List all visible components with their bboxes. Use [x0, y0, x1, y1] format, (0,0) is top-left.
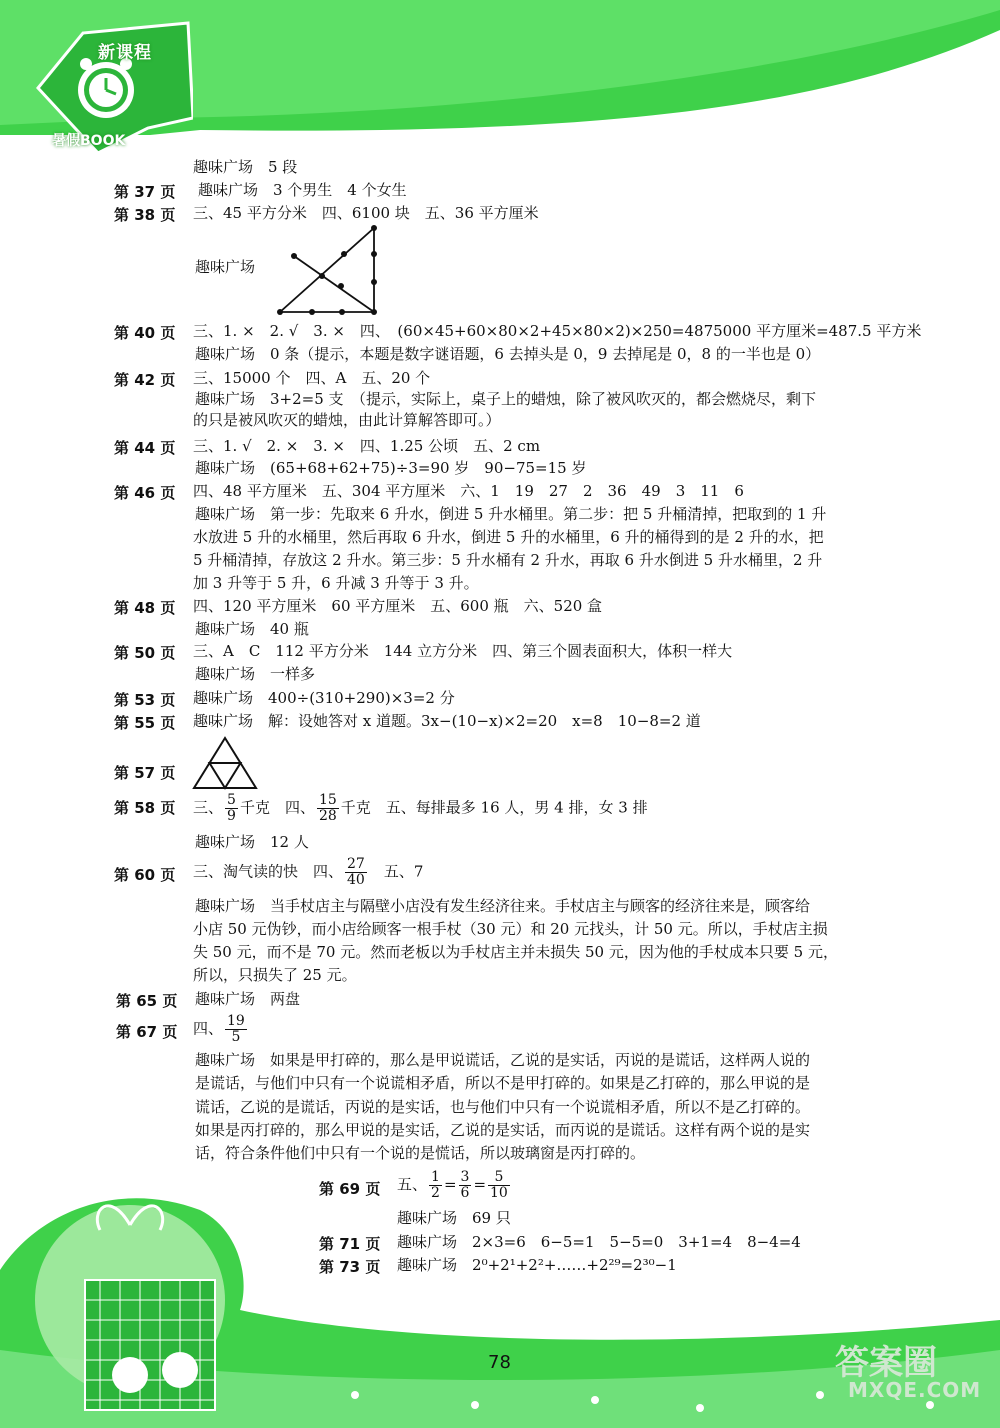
p73-formula: 2⁰+2¹+2²+……+2²⁹=2³⁰−1 [472, 1256, 677, 1274]
answer-text: 所以，只损失了 25 元。 [193, 966, 357, 984]
triangle-division-diagram [192, 736, 258, 790]
numerator: 3 [460, 1169, 470, 1185]
answer-text: 趣味广场 400÷(310+290)×3=2 分 [193, 689, 455, 707]
p60-answer [193, 857, 423, 888]
watermark-url: MXQE.COM [848, 1378, 982, 1402]
page-ref-label: 第 57 页 [114, 764, 176, 782]
answer-text: 趣味广场 一样多 [195, 665, 316, 683]
page-ref-label: 第 37 页 [114, 183, 176, 201]
denominator: 6 [460, 1185, 470, 1201]
p67-prefix: 四、 [193, 1019, 224, 1038]
answer-text: 三、1. × 2. √ 3. × 四、 (60×45+60×80×2+45×80×2)×250=4875000 平方厘米=487.5 平方米 [193, 322, 922, 340]
p58-prefix: 三、 [193, 798, 224, 817]
fraction [225, 793, 238, 824]
answer-text: 趣味广场 解：设她答对 x 道题。3x−(10−x)×2=20 x=8 10−8=2 道 [193, 712, 701, 730]
p58-answer [193, 793, 648, 824]
page-ref-label: 第 48 页 [114, 599, 176, 617]
denominator: 9 [227, 808, 236, 824]
page-ref-label: 第 58 页 [114, 799, 176, 817]
answer-text: 趣味广场 5 段 [193, 158, 298, 176]
answer-text: 三、1. √ 2. × 3. × 四、1.25 公顷 五、2 cm [193, 437, 541, 455]
page-ref-label: 第 67 页 [116, 1023, 178, 1041]
equals-sign: = [443, 1175, 457, 1194]
answer-text: 四、48 平方厘米 五、304 平方厘米 六、1 19 27 2 36 49 3 11 6 [193, 482, 744, 500]
watermark-logo: 答案圈 [835, 1343, 937, 1383]
answer-text: 趣味广场 (65+68+62+75)÷3=90 岁 90−75=15 岁 [195, 459, 587, 477]
page-ref-label: 第 53 页 [114, 691, 176, 709]
answer-text: 趣味广场 第一步：先取来 6 升水，倒进 5 升水桶里。第二步：把 5 升桶清掉，把取到的 1 升 [195, 505, 827, 523]
page-ref-label: 第 69 页 [319, 1180, 381, 1198]
page-ref-label: 第 50 页 [114, 644, 176, 662]
answer-text: 是谎话，与他们中只有一个说谎相矛盾，所以不是甲打碎的。如果是乙打碎的，那么甲说的是 [195, 1074, 811, 1092]
page-ref-label: 第 46 页 [114, 484, 176, 502]
denominator: 28 [318, 808, 337, 824]
page-ref-label: 第 73 页 [319, 1258, 381, 1276]
page-number: 78 [488, 1352, 511, 1373]
answer-text: 趣味广场 0 条（提示，本题是数字谜语题，6 去掉头是 0，9 去掉尾是 0，8 的一半也是 0） [195, 345, 821, 363]
answer-text: 趣味广场 3 个男生 4 个女生 [198, 181, 407, 199]
fraction [317, 793, 339, 824]
numerator: 27 [347, 856, 365, 872]
answer-text: 话，符合条件他们中只有一个说的是慌话，所以玻璃窗是丙打碎的。 [195, 1144, 646, 1162]
page-ref-label: 第 71 页 [319, 1235, 381, 1253]
denominator: 40 [347, 872, 365, 888]
p60-suffix: 五、7 [368, 862, 424, 881]
answer-text: 三、45 平方分米 四、6100 块 五、36 平方厘米 [193, 204, 539, 222]
numerator: 5 [227, 792, 236, 808]
p69-prefix: 五、 [397, 1175, 428, 1194]
page-ref-label: 第 65 页 [116, 992, 178, 1010]
numerator: 15 [318, 792, 337, 808]
answer-text: 如果是丙打碎的，那么甲说的是实话，乙说的是实话，而丙说的是谎话。这样有两个说的是实 [195, 1121, 811, 1139]
answer-text: 加 3 升等于 5 升，6 升减 3 升等于 3 升。 [193, 574, 479, 592]
answer-text: 趣味广场 3+2=5 支 （提示，实际上，桌子上的蜡烛，除了被风吹灭的，都会燃烧尽，剩下 [195, 390, 817, 408]
answer-text: 趣味广场 两盘 [195, 990, 301, 1008]
p73-label: 趣味广场 [397, 1256, 458, 1274]
answer-text: 失 50 元，而不是 70 元。然而老板以为手杖店主并未损失 50 元，因为他的手杖成本只要 5 元， [193, 943, 838, 961]
brand-logo-text: 暑假BOOK [52, 133, 126, 149]
answer-text: 三、15000 个 四、A 五、20 个 [193, 369, 431, 387]
p58-mid: 千克 四、 [239, 798, 315, 817]
denominator: 10 [490, 1185, 508, 1201]
answer-text: 趣味广场 40 瓶 [195, 620, 309, 638]
answer-text: 四、120 平方厘米 60 平方厘米 五、600 瓶 六、520 盒 [193, 597, 603, 615]
page-ref-label: 第 38 页 [114, 206, 176, 224]
answer-text: 小店 50 元伪钞，而小店给顾客一根手杖（30 元）和 20 元找头，计 50 元。所以，手杖店主损 [193, 920, 828, 938]
denominator: 2 [431, 1185, 440, 1201]
page-ref-label: 第 42 页 [114, 371, 176, 389]
p58-suffix: 千克 五、每排最多 16 人，男 4 排，女 3 排 [340, 798, 648, 817]
answer-text: 趣味广场 如果是甲打碎的，那么是甲说谎话，乙说的是实话，丙说的是谎话，这样两人说的 [195, 1051, 811, 1069]
numerator: 19 [227, 1013, 245, 1029]
p67-answer [193, 1014, 249, 1045]
answer-text: 趣味广场 2×3=6 6−5=1 5−5=0 3+1=4 8−4=4 [397, 1233, 801, 1251]
series-logo-text: 新课程 [98, 43, 152, 63]
dot-triangle-diagram [272, 224, 382, 316]
answer-text: 5 升桶清掉，存放这 2 升水。第三步：5 升水桶有 2 升水，再取 6 升水倒进 5 升水桶里，2 升 [193, 551, 823, 569]
numerator: 1 [431, 1169, 440, 1185]
answer-text: 谎话，乙说的是谎话，丙说的是实话，也与他们中只有一个说谎相矛盾，所以不是乙打碎的。 [195, 1098, 811, 1116]
fraction [225, 1014, 247, 1045]
page-ref-label: 第 44 页 [114, 439, 176, 457]
answer-text: 趣味广场 12 人 [195, 833, 309, 851]
page-ref-label: 第 40 页 [114, 324, 176, 342]
page-ref-label: 第 55 页 [114, 714, 176, 732]
answer-text: 趣味广场 当手杖店主与隔壁小店没有发生经济往来。手杖店主与顾客的经济往来是，顾客给 [195, 897, 811, 915]
fraction [345, 857, 367, 888]
answer-text: 趣味广场 [195, 258, 256, 276]
answer-text: 趣味广场 69 只 [397, 1209, 511, 1227]
page-ref-label: 第 60 页 [114, 866, 176, 884]
p60-prefix: 三、淘气读的快 四、 [193, 862, 344, 881]
answer-text: 水放进 5 升的水桶里，然后再取 6 升水，倒进 5 升的水桶里，6 升的桶得到的是 2 升的水，把 [193, 528, 824, 546]
numerator: 5 [488, 1170, 510, 1186]
answer-text: 三、A C 112 平方分米 144 立方分米 四、第三个圆表面积大，体积一样大 [193, 642, 733, 660]
equals-sign: = [473, 1175, 487, 1194]
answer-text: 的只是被风吹灭的蜡烛，由此计算解答即可。） [193, 411, 501, 429]
denominator: 5 [231, 1029, 241, 1045]
